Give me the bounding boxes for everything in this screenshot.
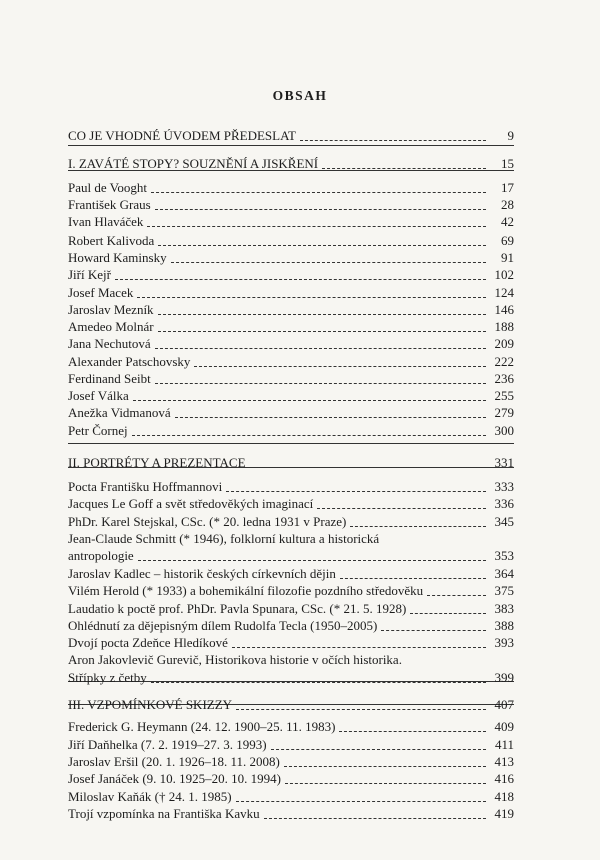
toc-entry[interactable] xyxy=(68,670,514,686)
toc-entry[interactable] xyxy=(68,156,514,172)
toc-entry-title: I. ZAVÁTÉ STOPY? SOUZNĚNÍ A JISKŘENÍ xyxy=(68,156,319,171)
toc-entry[interactable] xyxy=(68,697,514,713)
toc-entry[interactable] xyxy=(68,302,514,318)
dot-leader xyxy=(340,578,486,579)
dot-leader xyxy=(171,262,486,263)
toc-entry-title: Laudatio k poctě prof. PhDr. Pavla Spunara, CSc. (* 21. 5. 1928) xyxy=(68,601,407,616)
dot-leader xyxy=(284,766,486,767)
dot-leader xyxy=(158,331,486,332)
dot-leader xyxy=(410,613,486,614)
section-divider xyxy=(68,443,514,444)
toc-entry-title: Jiří Daňhelka (7. 2. 1919–27. 3. 1993) xyxy=(68,737,267,752)
toc-page-number: 17 xyxy=(501,180,514,195)
toc-page-number: 146 xyxy=(494,302,514,317)
toc-entry-title: Robert Kalivoda xyxy=(68,233,155,248)
toc-page-number: 407 xyxy=(494,697,514,712)
toc-page-number: 209 xyxy=(494,336,514,351)
toc-entry-title: Ferdinand Seibt xyxy=(68,371,151,386)
toc-entry[interactable] xyxy=(68,267,514,283)
toc-page-number: 353 xyxy=(494,548,514,563)
toc-page-number: 9 xyxy=(507,128,514,143)
toc-entry-title: Jean-Claude Schmitt (* 1946), folklorní kultura a historická xyxy=(68,531,380,546)
page-title: OBSAH xyxy=(272,88,328,103)
toc-entry-title: Paul de Vooght xyxy=(68,180,147,195)
toc-page-number: 383 xyxy=(494,601,514,616)
toc-entry[interactable] xyxy=(68,180,514,196)
dot-leader xyxy=(232,647,486,648)
dot-leader xyxy=(158,245,486,246)
toc-page-number: 413 xyxy=(494,754,514,769)
dot-leader xyxy=(226,491,486,492)
dot-leader xyxy=(350,526,486,527)
toc-page-number: 91 xyxy=(501,250,514,265)
toc-page-number: 255 xyxy=(494,388,514,403)
toc-entry[interactable] xyxy=(68,635,514,651)
toc-page-number: 188 xyxy=(494,319,514,334)
toc-entry-title: Jaroslav Kadlec – historik českých církevních dějin xyxy=(68,566,336,581)
dot-leader xyxy=(194,366,486,367)
toc-entry-title: Jaroslav Mezník xyxy=(68,302,154,317)
toc-entry[interactable] xyxy=(68,719,514,735)
toc-entry-title: Jaroslav Eršil (20. 1. 1926–18. 11. 2008) xyxy=(68,754,280,769)
toc-page-number: 279 xyxy=(494,405,514,420)
toc-entry[interactable] xyxy=(68,479,514,495)
toc-entry-title: antropologie xyxy=(68,548,134,563)
toc-entry[interactable] xyxy=(68,285,514,301)
toc-page-number: 69 xyxy=(501,233,514,248)
toc-entry-title: Jiří Kejř xyxy=(68,267,111,282)
toc-entry[interactable] xyxy=(68,566,514,582)
toc-entry-title: Josef Janáček (9. 10. 1925–20. 10. 1994) xyxy=(68,771,282,786)
dot-leader xyxy=(300,140,486,141)
toc-entry-title: Miloslav Kaňák († 24. 1. 1985) xyxy=(68,789,232,804)
dot-leader xyxy=(250,467,486,468)
toc-page-number: 300 xyxy=(494,423,514,438)
toc-entry[interactable] xyxy=(68,514,514,530)
toc-entry[interactable] xyxy=(68,250,514,266)
toc-page-number: 222 xyxy=(494,354,514,369)
dot-leader xyxy=(138,560,486,561)
dot-leader xyxy=(151,192,486,193)
toc-entry-title: František Graus xyxy=(68,197,151,212)
toc-entry-title: II. PORTRÉTY A PREZENTACE xyxy=(68,455,246,470)
toc-page-number: 388 xyxy=(494,618,514,633)
dot-leader xyxy=(271,749,486,750)
toc-page-number: 336 xyxy=(494,496,514,511)
toc-entry-title: Vilém Herold (* 1933) a bohemikální filozofie pozdního středověku xyxy=(68,583,424,598)
toc-page-number: 102 xyxy=(494,267,514,282)
dot-leader xyxy=(339,731,486,732)
toc-entry-title: Frederick G. Heymann (24. 12. 1900–25. 11. 1983) xyxy=(68,719,336,734)
toc-entry[interactable] xyxy=(68,214,514,230)
dot-leader xyxy=(285,783,486,784)
toc-entry[interactable] xyxy=(68,233,514,249)
toc-entry-title: Josef Macek xyxy=(68,285,134,300)
toc-page-number: 345 xyxy=(494,514,514,529)
toc-entry-title: Trojí vzpomínka na Františka Kavku xyxy=(68,806,260,821)
toc-entry-title: PhDr. Karel Stejskal, CSc. (* 20. ledna 1931 v Praze) xyxy=(68,514,347,529)
toc-page-number: 393 xyxy=(494,635,514,650)
dot-leader xyxy=(322,168,486,169)
toc-page-number: 42 xyxy=(501,214,514,229)
toc-entry-title: Ohlédnutí za dějepisným dílem Rudolfa Tecla (1950–2005) xyxy=(68,618,378,633)
toc-entry[interactable] xyxy=(68,618,514,634)
toc-page-number: 419 xyxy=(494,806,514,821)
section-divider xyxy=(68,145,514,146)
dot-leader xyxy=(155,348,486,349)
toc-entry[interactable] xyxy=(68,583,514,599)
toc-entry[interactable] xyxy=(68,601,514,617)
toc-entry-title: Ivan Hlaváček xyxy=(68,214,144,229)
toc-entry[interactable] xyxy=(68,754,514,770)
toc-page-number: 364 xyxy=(494,566,514,581)
dot-leader xyxy=(147,226,486,227)
toc-page-number: 409 xyxy=(494,719,514,734)
toc-entry-title: Howard Kaminsky xyxy=(68,250,167,265)
toc-entry-title: Střípky z četby xyxy=(68,670,147,685)
dot-leader xyxy=(155,209,486,210)
toc-page-number: 416 xyxy=(494,771,514,786)
toc-entry[interactable] xyxy=(68,197,514,213)
toc-page-number: 331 xyxy=(494,455,514,470)
toc-page-number: 399 xyxy=(494,670,514,685)
dot-leader xyxy=(175,417,486,418)
dot-leader xyxy=(236,709,486,710)
toc-entry[interactable] xyxy=(68,319,514,335)
toc-entry-title: Petr Čornej xyxy=(68,423,128,438)
toc-page-number: 15 xyxy=(501,156,514,171)
toc-entry-title: Dvojí pocta Zdeňce Hledíkové xyxy=(68,635,228,650)
toc-entry[interactable] xyxy=(68,737,514,753)
dot-leader xyxy=(115,279,486,280)
dot-leader xyxy=(236,801,486,802)
toc-entry[interactable] xyxy=(68,336,514,352)
toc-entry-title: Anežka Vidmanová xyxy=(68,405,171,420)
toc-page-number: 418 xyxy=(494,789,514,804)
toc-page-number: 411 xyxy=(494,737,514,752)
toc-entry[interactable] xyxy=(68,388,514,404)
dot-leader xyxy=(151,682,486,683)
dot-leader xyxy=(264,818,486,819)
toc-entry[interactable] xyxy=(68,789,514,805)
toc-entry-title: Amedeo Molnár xyxy=(68,319,154,334)
dot-leader xyxy=(155,383,486,384)
dot-leader xyxy=(137,297,486,298)
toc-page-number: 124 xyxy=(494,285,514,300)
dot-leader xyxy=(317,508,486,509)
toc-page-number: 375 xyxy=(494,583,514,598)
toc-entry[interactable] xyxy=(68,423,514,439)
dot-leader xyxy=(381,630,486,631)
toc-entry[interactable] xyxy=(68,455,514,471)
toc-page-number: 333 xyxy=(494,479,514,494)
toc-entry-title: III. VZPOMÍNKOVÉ SKIZZY xyxy=(68,697,233,712)
toc-entry[interactable] xyxy=(68,371,514,387)
toc-entry-title: Alexander Patschovsky xyxy=(68,354,191,369)
dot-leader xyxy=(133,400,486,401)
toc-entry[interactable] xyxy=(68,128,514,144)
toc-entry[interactable] xyxy=(68,548,514,564)
dot-leader xyxy=(427,595,486,596)
toc-entry-title: Josef Válka xyxy=(68,388,129,403)
toc-page-number: 236 xyxy=(494,371,514,386)
toc-entry-title: Aron Jakovlevič Gurevič, Historikova historie v očích historika. xyxy=(68,652,402,667)
toc-entry-title: CO JE VHODNÉ ÚVODEM PŘEDESLAT xyxy=(68,128,296,143)
toc-entry[interactable] xyxy=(68,806,514,822)
dot-leader xyxy=(158,314,486,315)
dot-leader xyxy=(132,435,486,436)
toc-entry-title: Jana Nechutová xyxy=(68,336,151,351)
toc-entry[interactable] xyxy=(68,496,514,512)
toc-entry[interactable] xyxy=(68,771,514,787)
toc-entry-title: Pocta Františku Hoffmannovi xyxy=(68,479,223,494)
toc-entry-title: Jacques Le Goff a svět středověkých imaginací xyxy=(68,496,314,511)
toc-entry[interactable] xyxy=(68,354,514,370)
toc-entry[interactable] xyxy=(68,405,514,421)
toc-page-number: 28 xyxy=(501,197,514,212)
